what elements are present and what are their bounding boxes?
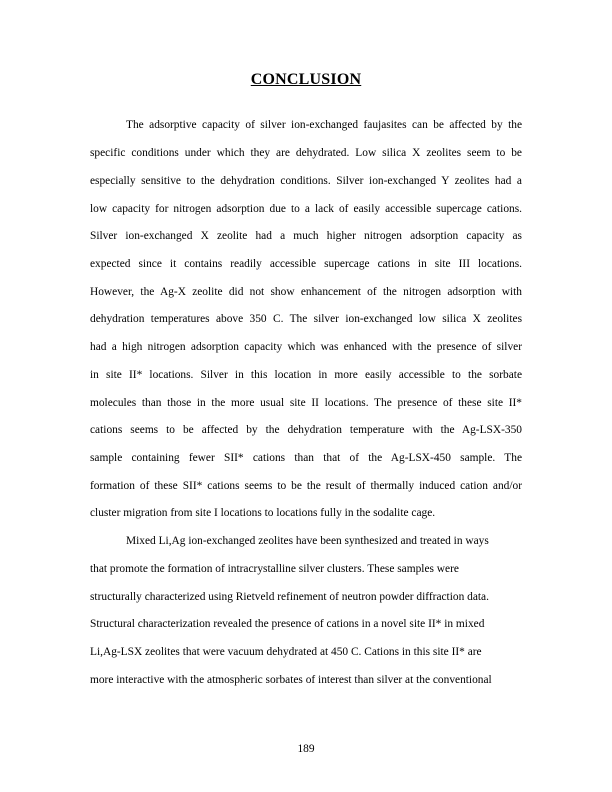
paragraph-1-line-9: had a high nitrogen adsorption capacity which was enhanced with the presence of silver — [90, 341, 522, 353]
paragraph-2-line-4: Structural characterization revealed the presence of cations in a novel site II* in mixed — [90, 618, 485, 630]
paragraph-2-line-2: that promote the formation of intracrystalline silver clusters. These samples were — [90, 563, 459, 575]
paragraph-1-line-14: formation of these SII* cations seems to be the result of thermally induced cation and/or — [90, 480, 522, 492]
paragraph-1-line-3: especially sensitive to the dehydration conditions. Silver ion-exchanged Y zeolites had a — [90, 175, 522, 187]
paragraph-2-line-5: Li,Ag-LSX zeolites that were vacuum dehydrated at 450 C. Cations in this site II* are — [90, 646, 482, 658]
paragraph-1-line-10: in site II* locations. Silver in this location in more easily accessible to the sorbate — [90, 369, 522, 381]
paragraph-2-line-1: Mixed Li,Ag ion-exchanged zeolites have been synthesized and treated in ways — [126, 535, 489, 547]
paragraph-1-line-12: cations seems to be affected by the dehydration temperature with the Ag-LSX-350 — [90, 424, 522, 436]
paragraph-1-line-7: However, the Ag-X zeolite did not show enhancement of the nitrogen adsorption with — [90, 286, 522, 298]
paragraph-1-line-2: specific conditions under which they are dehydrated. Low silica X zeolites seem to be — [90, 147, 522, 159]
paragraph-1-line-15: cluster migration from site I locations to locations fully in the sodalite cage. — [90, 507, 436, 519]
paragraph-1-line-6: expected since it contains readily accessible supercage cations in site III locations. — [90, 258, 522, 270]
paragraph-1-line-4: low capacity for nitrogen adsorption due to a lack of easily accessible supercage cations. — [90, 203, 522, 215]
paragraph-1-line-1: The adsorptive capacity of silver ion-exchanged faujasites can be affected by the — [126, 119, 522, 131]
paragraph-1-line-8: dehydration temperatures above 350 C. The silver ion-exchanged low silica X zeolites — [90, 313, 522, 325]
paragraph-2-line-6: more interactive with the atmospheric sorbates of interest than silver at the conventional — [90, 674, 492, 686]
paragraph-1-line-11: molecules than those in the more usual site II locations. The presence of these site II* — [90, 397, 522, 409]
paragraph-1-line-5: Silver ion-exchanged X zeolite had a much higher nitrogen adsorption capacity as — [90, 230, 522, 242]
page-title: CONCLUSION — [250, 71, 362, 88]
paragraph-1-line-13: sample containing fewer SII* cations than that of the Ag-LSX-450 sample. The — [90, 452, 522, 464]
page-number: 189 — [297, 743, 315, 755]
paragraph-2-line-3: structurally characterized using Rietveld refinement of neutron powder diffraction data. — [90, 591, 489, 603]
